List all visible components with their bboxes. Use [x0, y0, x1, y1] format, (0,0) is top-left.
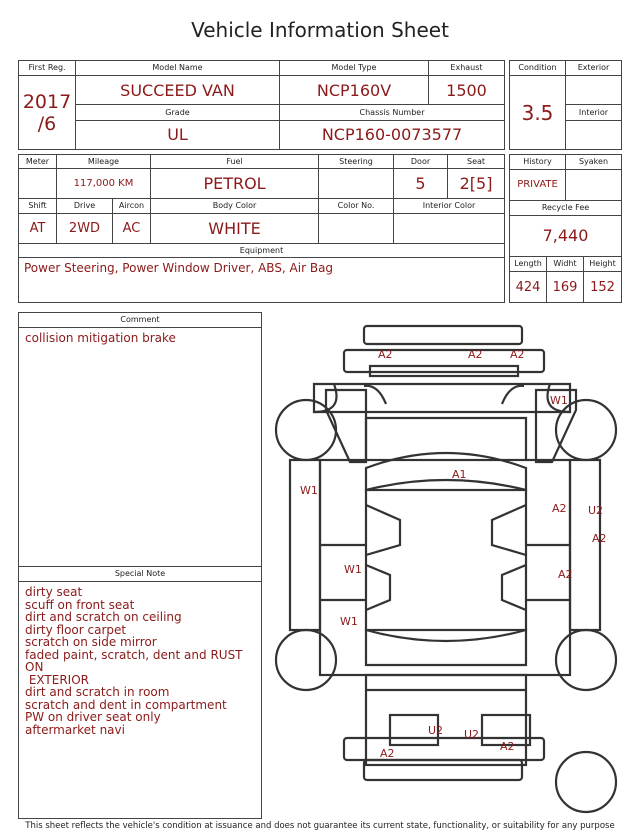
damage-mark-left-rear: W1 — [340, 615, 358, 628]
color-no-label: Color No. — [319, 199, 394, 213]
steering-value — [319, 169, 394, 199]
condition-label: Condition — [510, 61, 566, 76]
length-value: 424 — [510, 272, 547, 303]
special-note-list — [19, 582, 261, 740]
special-note-line: aftermarket navi — [25, 722, 125, 737]
history-table — [509, 154, 622, 303]
history-value: PRIVATE — [510, 169, 566, 200]
special-note-line: scratch and dent in compartment — [25, 697, 227, 712]
interior-value — [566, 120, 622, 149]
aircon-value: AC — [113, 213, 151, 243]
recycle-label: Recycle Fee — [510, 200, 622, 215]
disclaimer-footer: This sheet reflects the vehicle's condition at issuance and does not guarantee its current state, functionality, or suitability for any purpose — [25, 821, 615, 831]
steering-label: Steering — [319, 155, 394, 169]
width-value: 169 — [547, 272, 584, 303]
first-reg-label: First Reg. — [19, 61, 76, 76]
first-reg-month: /6 — [37, 112, 57, 135]
damage-mark-rear-u2a: U2 — [428, 724, 444, 737]
special-note-line: faded paint, scratch, dent and RUST ON — [25, 647, 247, 674]
comment-label: Comment — [19, 313, 261, 328]
special-note-line: PW on driver seat only — [25, 710, 161, 724]
damage-mark-right-u2: U2 — [588, 504, 604, 517]
damage-mark-right-front: A2 — [552, 502, 567, 515]
special-note-line: dirty seat — [25, 585, 83, 599]
page-title: Vehicle Information Sheet — [191, 18, 449, 42]
damage-mark-rear-a2b: A2 — [500, 740, 515, 753]
special-note-line: dirty floor carpet — [25, 622, 127, 637]
syaken-label: Syaken — [566, 155, 622, 170]
shift-label: Shift — [19, 199, 57, 213]
meter-value — [19, 169, 57, 199]
aircon-label: Aircon — [113, 199, 151, 213]
interior-color-value — [394, 213, 505, 243]
condition-score: 3.5 — [510, 76, 566, 150]
interior-color-label: Interior Color — [394, 199, 505, 213]
model-name-value: SUCCEED VAN — [76, 76, 280, 105]
fuel-label: Fuel — [151, 155, 319, 169]
history-label: History — [510, 155, 566, 170]
drive-label: Drive — [57, 199, 113, 213]
special-note-box — [18, 566, 262, 819]
first-reg-value — [19, 76, 76, 150]
door-label: Door — [394, 155, 448, 169]
model-type-value: NCP160V — [280, 76, 429, 105]
body-color-value: WHITE — [151, 213, 319, 243]
first-reg-year: 2017 — [22, 90, 72, 113]
equipment-label: Equipment — [19, 243, 505, 257]
damage-mark-rear-a2a: A2 — [380, 747, 395, 760]
chassis-value: NCP160-0073577 — [280, 120, 505, 149]
interior-label: Interior — [566, 105, 622, 120]
width-label: Widht — [547, 257, 584, 272]
meter-label: Meter — [19, 155, 57, 169]
special-note-label: Special Note — [19, 567, 261, 582]
damage-mark-front-1: A2 — [378, 348, 393, 361]
damage-mark-front-3: A2 — [510, 348, 525, 361]
special-note-line: scratch on side mirror — [25, 635, 157, 649]
syaken-value — [566, 169, 622, 200]
model-type-label: Model Type — [280, 61, 429, 76]
drive-value: 2WD — [57, 213, 113, 243]
damage-mark-front-2: A2 — [468, 348, 483, 361]
mileage-value: 117,000 KM — [57, 169, 151, 199]
exhaust-label: Exhaust — [429, 61, 505, 76]
damage-mark-rear-u2b: U2 — [464, 728, 480, 741]
mileage-label: Mileage — [57, 155, 151, 169]
damage-mark-wheel-fl: W1 — [550, 394, 568, 407]
model-name-label: Model Name — [76, 61, 280, 76]
grade-value: UL — [76, 120, 280, 149]
special-note-line: scuff on front seat — [25, 597, 135, 612]
car-damage-diagram — [270, 320, 632, 818]
damage-mark-right-a2: A2 — [592, 532, 607, 545]
shift-value: AT — [19, 213, 57, 243]
exterior-value — [566, 76, 622, 105]
fuel-value: PETROL — [151, 169, 319, 199]
damage-mark-roof: A1 — [452, 468, 467, 481]
exterior-label: Exterior — [566, 61, 622, 76]
damage-mark-right-mid: A2 — [558, 568, 573, 581]
comment-text: collision mitigation brake — [25, 331, 176, 345]
height-value: 152 — [584, 272, 622, 303]
comment-box — [18, 312, 262, 567]
chassis-label: Chassis Number — [280, 105, 505, 120]
special-note-line: EXTERIOR — [25, 672, 89, 687]
door-value: 5 — [394, 169, 448, 199]
damage-mark-left-front: W1 — [300, 484, 318, 497]
body-color-label: Body Color — [151, 199, 319, 213]
special-note-line: dirt and scratch on ceiling — [25, 610, 182, 624]
grade-label: Grade — [76, 105, 280, 120]
vehicle-spec-table — [18, 154, 505, 303]
length-label: Length — [510, 257, 547, 272]
condition-table — [509, 60, 622, 150]
height-label: Height — [584, 257, 622, 272]
recycle-value: 7,440 — [510, 215, 622, 257]
special-note-line: dirt and scratch in room — [25, 685, 170, 699]
damage-mark-left-mid: W1 — [344, 563, 362, 576]
seat-value: 2[5] — [448, 169, 505, 199]
seat-label: Seat — [448, 155, 505, 169]
exhaust-value: 1500 — [429, 76, 505, 105]
color-no-value — [319, 213, 394, 243]
equipment-value: Power Steering, Power Window Driver, ABS, Air Bag — [19, 258, 505, 303]
model-info-table — [18, 60, 505, 150]
